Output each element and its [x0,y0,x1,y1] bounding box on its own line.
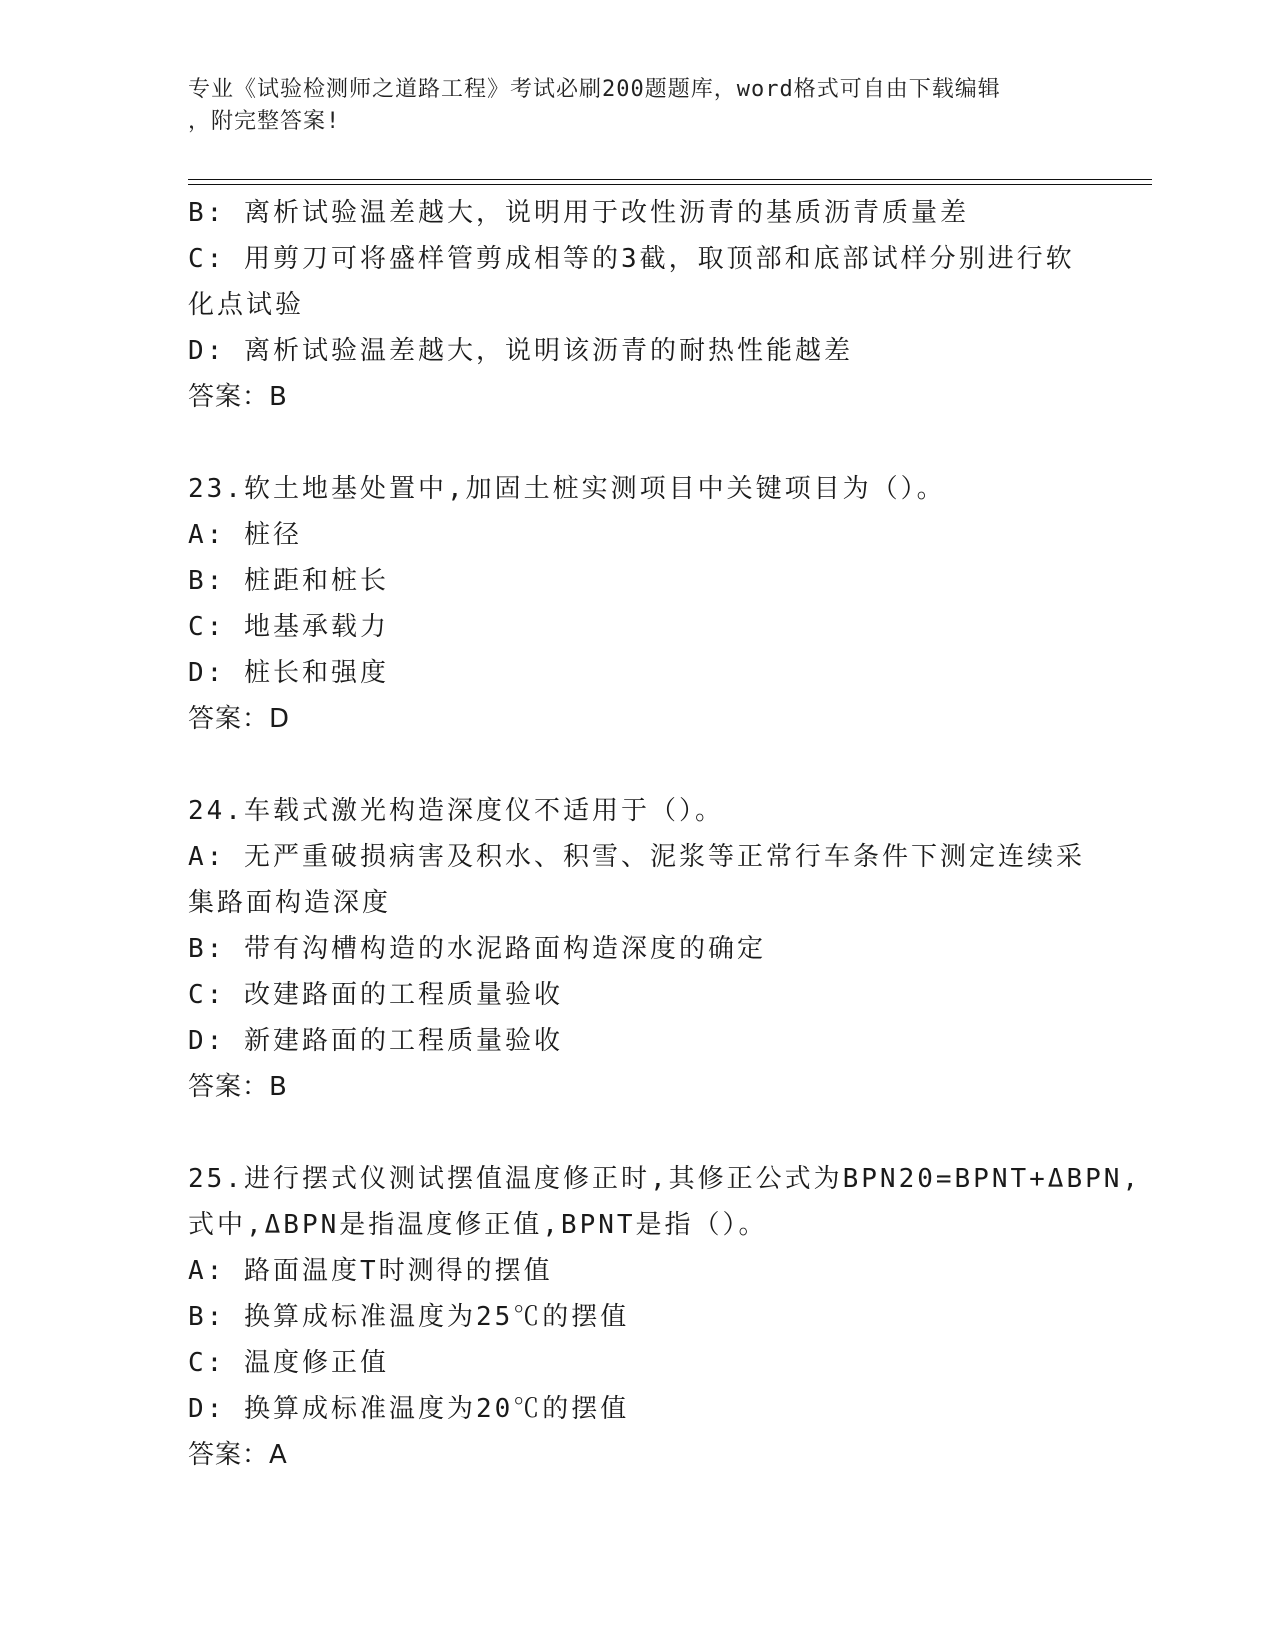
header-divider-bottom [188,184,1152,185]
answer: 答案：B [188,1072,288,1102]
question-stem: 24.车载式激光构造深度仪不适用于（）。 [188,796,724,826]
option-c-line-1: C: 用剪刀可将盛样管剪成相等的3截，取顶部和底部试样分别进行软 [188,244,1075,274]
option-d: D: 新建路面的工程质量验收 [188,1026,563,1056]
spacer [188,742,1088,788]
option-a: A: 路面温度T时测得的摆值 [188,1256,553,1286]
option-d: D: 换算成标准温度为20℃的摆值 [188,1394,630,1424]
option-a-line-2: 集路面构造深度 [188,888,392,918]
question-25 [188,1156,1142,1478]
option-b: B: 换算成标准温度为25℃的摆值 [188,1302,630,1332]
option-b: B: 带有沟槽构造的水泥路面构造深度的确定 [188,934,766,964]
option-d: D: 桩长和强度 [188,658,389,688]
option-c: C: 温度修正值 [188,1348,389,1378]
question-22 [188,190,1088,420]
header-line-2: ，附完整答案! [188,109,341,134]
option-a: A: 桩径 [188,520,302,550]
option-a-line-1: A: 无严重破损病害及积水、积雪、泥浆等正常行车条件下测定连续采 [188,842,1085,872]
header-divider-top [188,179,1152,180]
header-line-1: 专业《试验检测师之道路工程》考试必刷200题题库，word格式可自由下载编辑 [188,77,1001,102]
option-c: C: 改建路面的工程质量验收 [188,980,563,1010]
question-24 [188,788,1088,1110]
question-stem: 23.软土地基处置中,加固土桩实测项目中关键项目为（）。 [188,474,946,504]
answer: 答案：D [188,704,291,734]
spacer [188,1110,1088,1156]
question-stem-line-1: 25.进行摆式仪测试摆值温度修正时,其修正公式为BPN20=BPNT+ΔBPN, [188,1164,1142,1194]
answer: 答案：A [188,1440,288,1470]
question-stem-line-2: 式中,ΔBPN是指温度修正值,BPNT是指（）。 [188,1210,768,1240]
option-d: D: 离析试验温差越大，说明该沥青的耐热性能越差 [188,336,853,366]
question-23 [188,466,1088,742]
document-header [188,74,1088,138]
answer: 答案：B [188,382,288,412]
option-c-line-2: 化点试验 [188,290,305,320]
question-content [188,190,1142,1478]
option-c: C: 地基承载力 [188,612,389,642]
option-b: B: 离析试验温差越大，说明用于改性沥青的基质沥青质量差 [188,198,969,228]
option-b: B: 桩距和桩长 [188,566,389,596]
spacer [188,420,1088,466]
